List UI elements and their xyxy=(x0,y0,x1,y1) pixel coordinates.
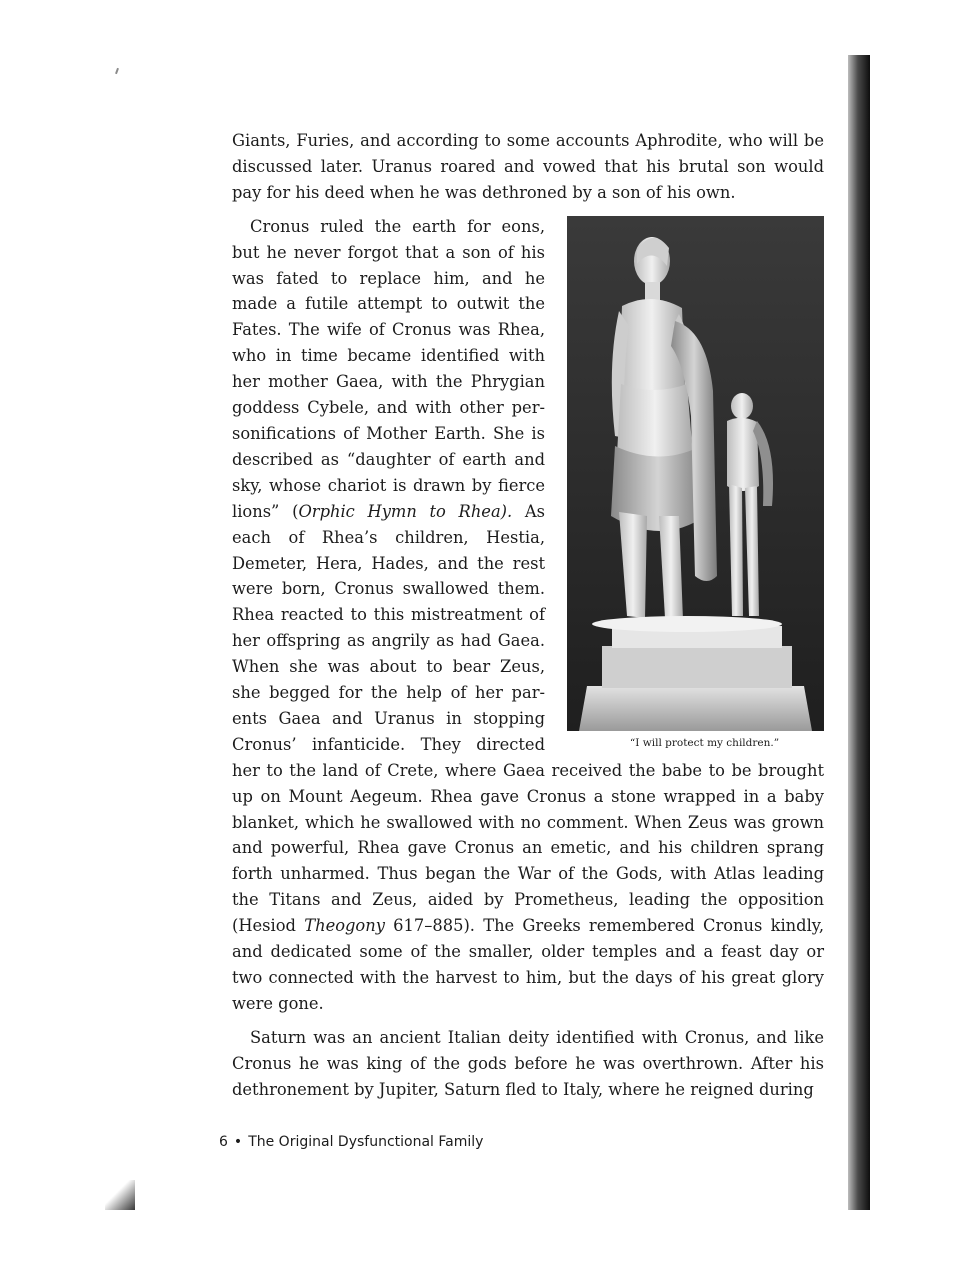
figure-caption: “I will protect my children.” xyxy=(629,736,780,749)
statue-image xyxy=(567,216,824,731)
page-number: 6 xyxy=(219,1134,228,1150)
page-corner-shadow xyxy=(105,1180,135,1210)
citation-theogony: Theogony xyxy=(304,916,385,936)
book-title: The Original Dysfunctional Family xyxy=(248,1134,484,1150)
paragraph-2-text-b: As each of Rhea’s children, Hestia, Demeter, Hera, Hades, and the rest were born, Cronus swallowed them. Rhea reacted to this mistreatment of her offspring as angrily as had Gaea. When she was about to bear Zeus, she begged for the help of her parents Gaea and Uranus in stopping Cronus’ infanticide. They directed her to the land of Crete, where Gaea received the babe to be brought up on Mount Aegeum. Rhea gave Cronus a stone wrapped in a baby blanket, which he swallowed with no comment. When Zeus was grown and powerful, Rhea gave Cronus an emetic, and his children sprang forth unharmed. Thus began the War of the Gods, with Atlas leading the Titans and Zeus, aided by Prometheus, leading the opposition (Hesiod xyxy=(232,501,824,936)
paragraph-2-text-a: Cronus ruled the earth for eons, but he never forgot that a son of his was fated to replace him, and he made a futile attempt to outwit the Fates. The wife of Cronus was Rhea, who in time became identified with her mother Gaea, with the Phrygian goddess Cybele, and with other personifications of Mother Earth. She is described as “daughter of earth and sky, whose chariot is drawn by fierce lions” ( xyxy=(232,216,545,521)
scan-speck xyxy=(115,68,119,74)
statue-photo xyxy=(567,216,824,731)
page-body xyxy=(232,128,824,1111)
page-footer xyxy=(219,1134,483,1150)
paragraph-3: Saturn was an ancient Italian deity identified with Cronus, and like Cronus he was king of the gods before he was overthrown. After his dethronement by Jupiter, Saturn fled to Italy, where he reigned during xyxy=(232,1027,824,1099)
paragraph-1: Giants, Furies, and according to some accounts Aphrodite, who will be discussed later. Uranus roared and vowed that his brutal son would pay for his deed when he was dethroned by a son of his own. xyxy=(232,131,824,202)
paragraph-2 xyxy=(232,214,824,1017)
statue-figure xyxy=(567,216,824,750)
footer-separator: • xyxy=(233,1134,243,1150)
citation-orphic-hymn: Orphic Hymn to Rhea). xyxy=(298,501,513,521)
paragraph-2-text-c: 617–885). The Greeks remembered Cronus kindly, and dedicated some of the smaller, older temples and a feast day or two connected with the harvest to him, but the days of his great glory were gone. xyxy=(232,916,824,1013)
book-spine-shadow xyxy=(848,55,870,1210)
